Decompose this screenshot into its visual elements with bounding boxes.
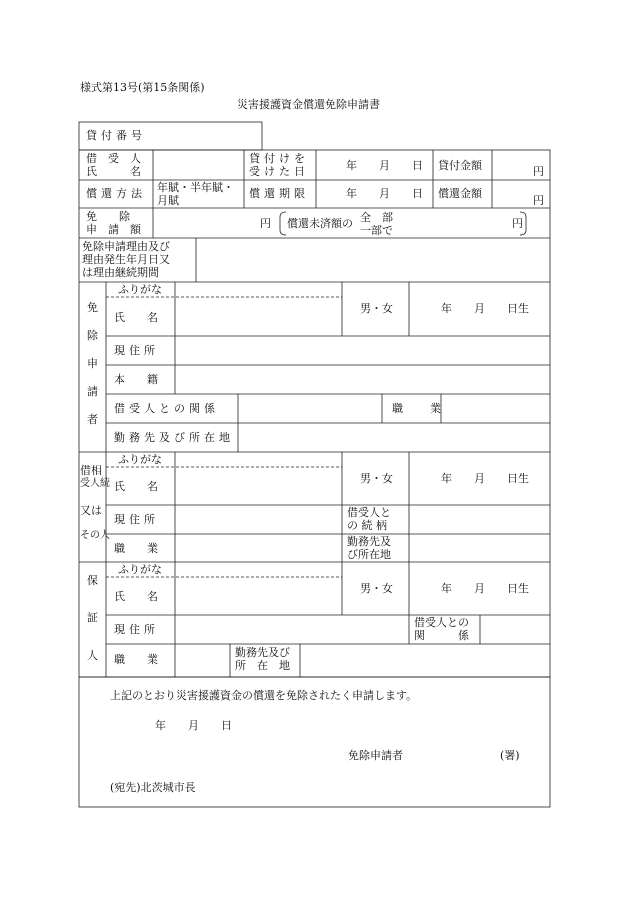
repayment-period-label: 償還期限 xyxy=(249,187,309,200)
borrower-name-field[interactable] xyxy=(154,151,243,179)
loan-date-field[interactable]: 年 月 日 xyxy=(346,159,423,172)
loan-amount-yen: 円 xyxy=(533,165,544,178)
guarantor-section-2: 証 xyxy=(87,611,98,624)
unpaid-yen: 円 xyxy=(512,217,523,230)
applicant-address-field[interactable] xyxy=(176,337,549,364)
heir-workplace-1: 勤務先及 xyxy=(347,535,391,548)
repayment-period-field[interactable]: 年 月 日 xyxy=(346,187,423,200)
loan-date-label-1: 貸付けを xyxy=(249,152,309,165)
heir-name-label: 氏 名 xyxy=(114,480,158,493)
declaration-statement: 上記のとおり災害援護資金の償還を免除されたく申請します。 xyxy=(110,689,418,702)
applicant-domicile-label: 本 籍 xyxy=(114,373,158,386)
reason-label-3: は理由継続期間 xyxy=(82,266,159,279)
reason-field[interactable] xyxy=(197,239,549,281)
addressee: (宛先)北茨城市長 xyxy=(110,781,196,794)
guarantor-birth[interactable]: 年 月 日生 xyxy=(441,582,529,595)
loan-date-label-2: 受けた日 xyxy=(249,165,309,178)
applicant-section-4: 請 xyxy=(87,385,98,398)
borrower-label-1: 借 受 人 xyxy=(86,152,141,165)
guarantor-section-3: 人 xyxy=(87,649,98,662)
unpaid-label: 償還未済額の xyxy=(287,217,353,230)
guarantor-workplace-2: 所 在 地 xyxy=(235,659,290,672)
loan-amount-label: 貸付金額 xyxy=(438,159,482,172)
applicant-relation-label: 借受人との関係 xyxy=(114,402,219,415)
reason-label-1: 免除申請理由及び xyxy=(82,240,170,253)
applicant-section-2: 除 xyxy=(87,329,98,342)
applicant-name-field[interactable] xyxy=(176,298,341,335)
guarantor-relation-2: 関 係 xyxy=(414,629,469,642)
applicant-section-5: 者 xyxy=(87,413,98,426)
applicant-section-3: 申 xyxy=(87,357,98,370)
heir-section-4: その人 xyxy=(80,530,110,541)
heir-section-1: 借相 xyxy=(80,464,102,477)
guarantor-workplace-1: 勤務先及び xyxy=(235,646,290,659)
guarantor-furigana-label: ふりがな xyxy=(118,563,162,576)
unpaid-part[interactable]: 一部で xyxy=(360,224,393,237)
guarantor-address-label: 現住所 xyxy=(114,623,159,636)
repayment-method-label: 償還方法 xyxy=(86,187,146,200)
guarantor-relation-1: 借受人との xyxy=(414,616,469,629)
form-title: 災害援護資金償還免除申請書 xyxy=(237,98,380,111)
exemption-label-1: 免 除 xyxy=(86,210,130,223)
applicant-workplace-label: 勤務先及び所在地 xyxy=(114,431,234,444)
guarantor-name-label: 氏 名 xyxy=(114,590,158,603)
applicant-name-label: 氏 名 xyxy=(114,311,158,324)
heir-relation-2: の 続 柄 xyxy=(347,519,387,532)
applicant-occupation-label: 職 業 xyxy=(392,402,449,415)
applicant-signature-label: 免除申請者 xyxy=(348,749,403,762)
heir-section-3: 又は xyxy=(80,504,102,517)
heir-section-2: 受人続 xyxy=(80,478,110,489)
repayment-amount-yen: 円 xyxy=(533,194,544,207)
heir-workplace-2: び所在地 xyxy=(347,548,391,561)
heir-relation-1: 借受人と xyxy=(347,506,391,519)
guarantor-occupation-label: 職 業 xyxy=(114,653,158,666)
applicant-birth[interactable]: 年 月 日生 xyxy=(441,302,529,315)
applicant-address-label: 現住所 xyxy=(114,344,159,357)
seal-mark: (署) xyxy=(500,749,520,762)
repayment-options-1[interactable]: 年賦・半年賦・ xyxy=(157,181,234,194)
heir-birth[interactable]: 年 月 日生 xyxy=(441,472,529,485)
exemption-label-2: 申 請 額 xyxy=(86,223,141,236)
unpaid-all[interactable]: 全 部 xyxy=(360,211,393,224)
heir-address-label: 現住所 xyxy=(114,513,159,526)
repayment-amount-label: 償還金額 xyxy=(438,187,482,200)
form-number: 様式第13号(第15条関係) xyxy=(80,81,205,94)
loan-number-label: 貸付番号 xyxy=(86,129,146,142)
heir-furigana-label: ふりがな xyxy=(118,453,162,466)
guarantor-section-1: 保 xyxy=(87,574,98,587)
heir-sex[interactable]: 男・女 xyxy=(360,472,393,485)
repayment-options-2[interactable]: 月賦 xyxy=(157,194,179,207)
guarantor-sex[interactable]: 男・女 xyxy=(360,582,393,595)
exemption-yen: 円 xyxy=(260,217,271,230)
borrower-label-2: 氏 名 xyxy=(86,165,141,178)
applicant-sex[interactable]: 男・女 xyxy=(360,302,393,315)
loan-number-field[interactable] xyxy=(154,123,261,149)
heir-occupation-label: 職 業 xyxy=(114,542,158,555)
reason-label-2: 理由発生年月日又 xyxy=(82,253,170,266)
applicant-furigana-label: ふりがな xyxy=(118,283,162,296)
applicant-section-1: 免 xyxy=(87,301,98,314)
declaration-date[interactable]: 年 月 日 xyxy=(155,719,232,732)
